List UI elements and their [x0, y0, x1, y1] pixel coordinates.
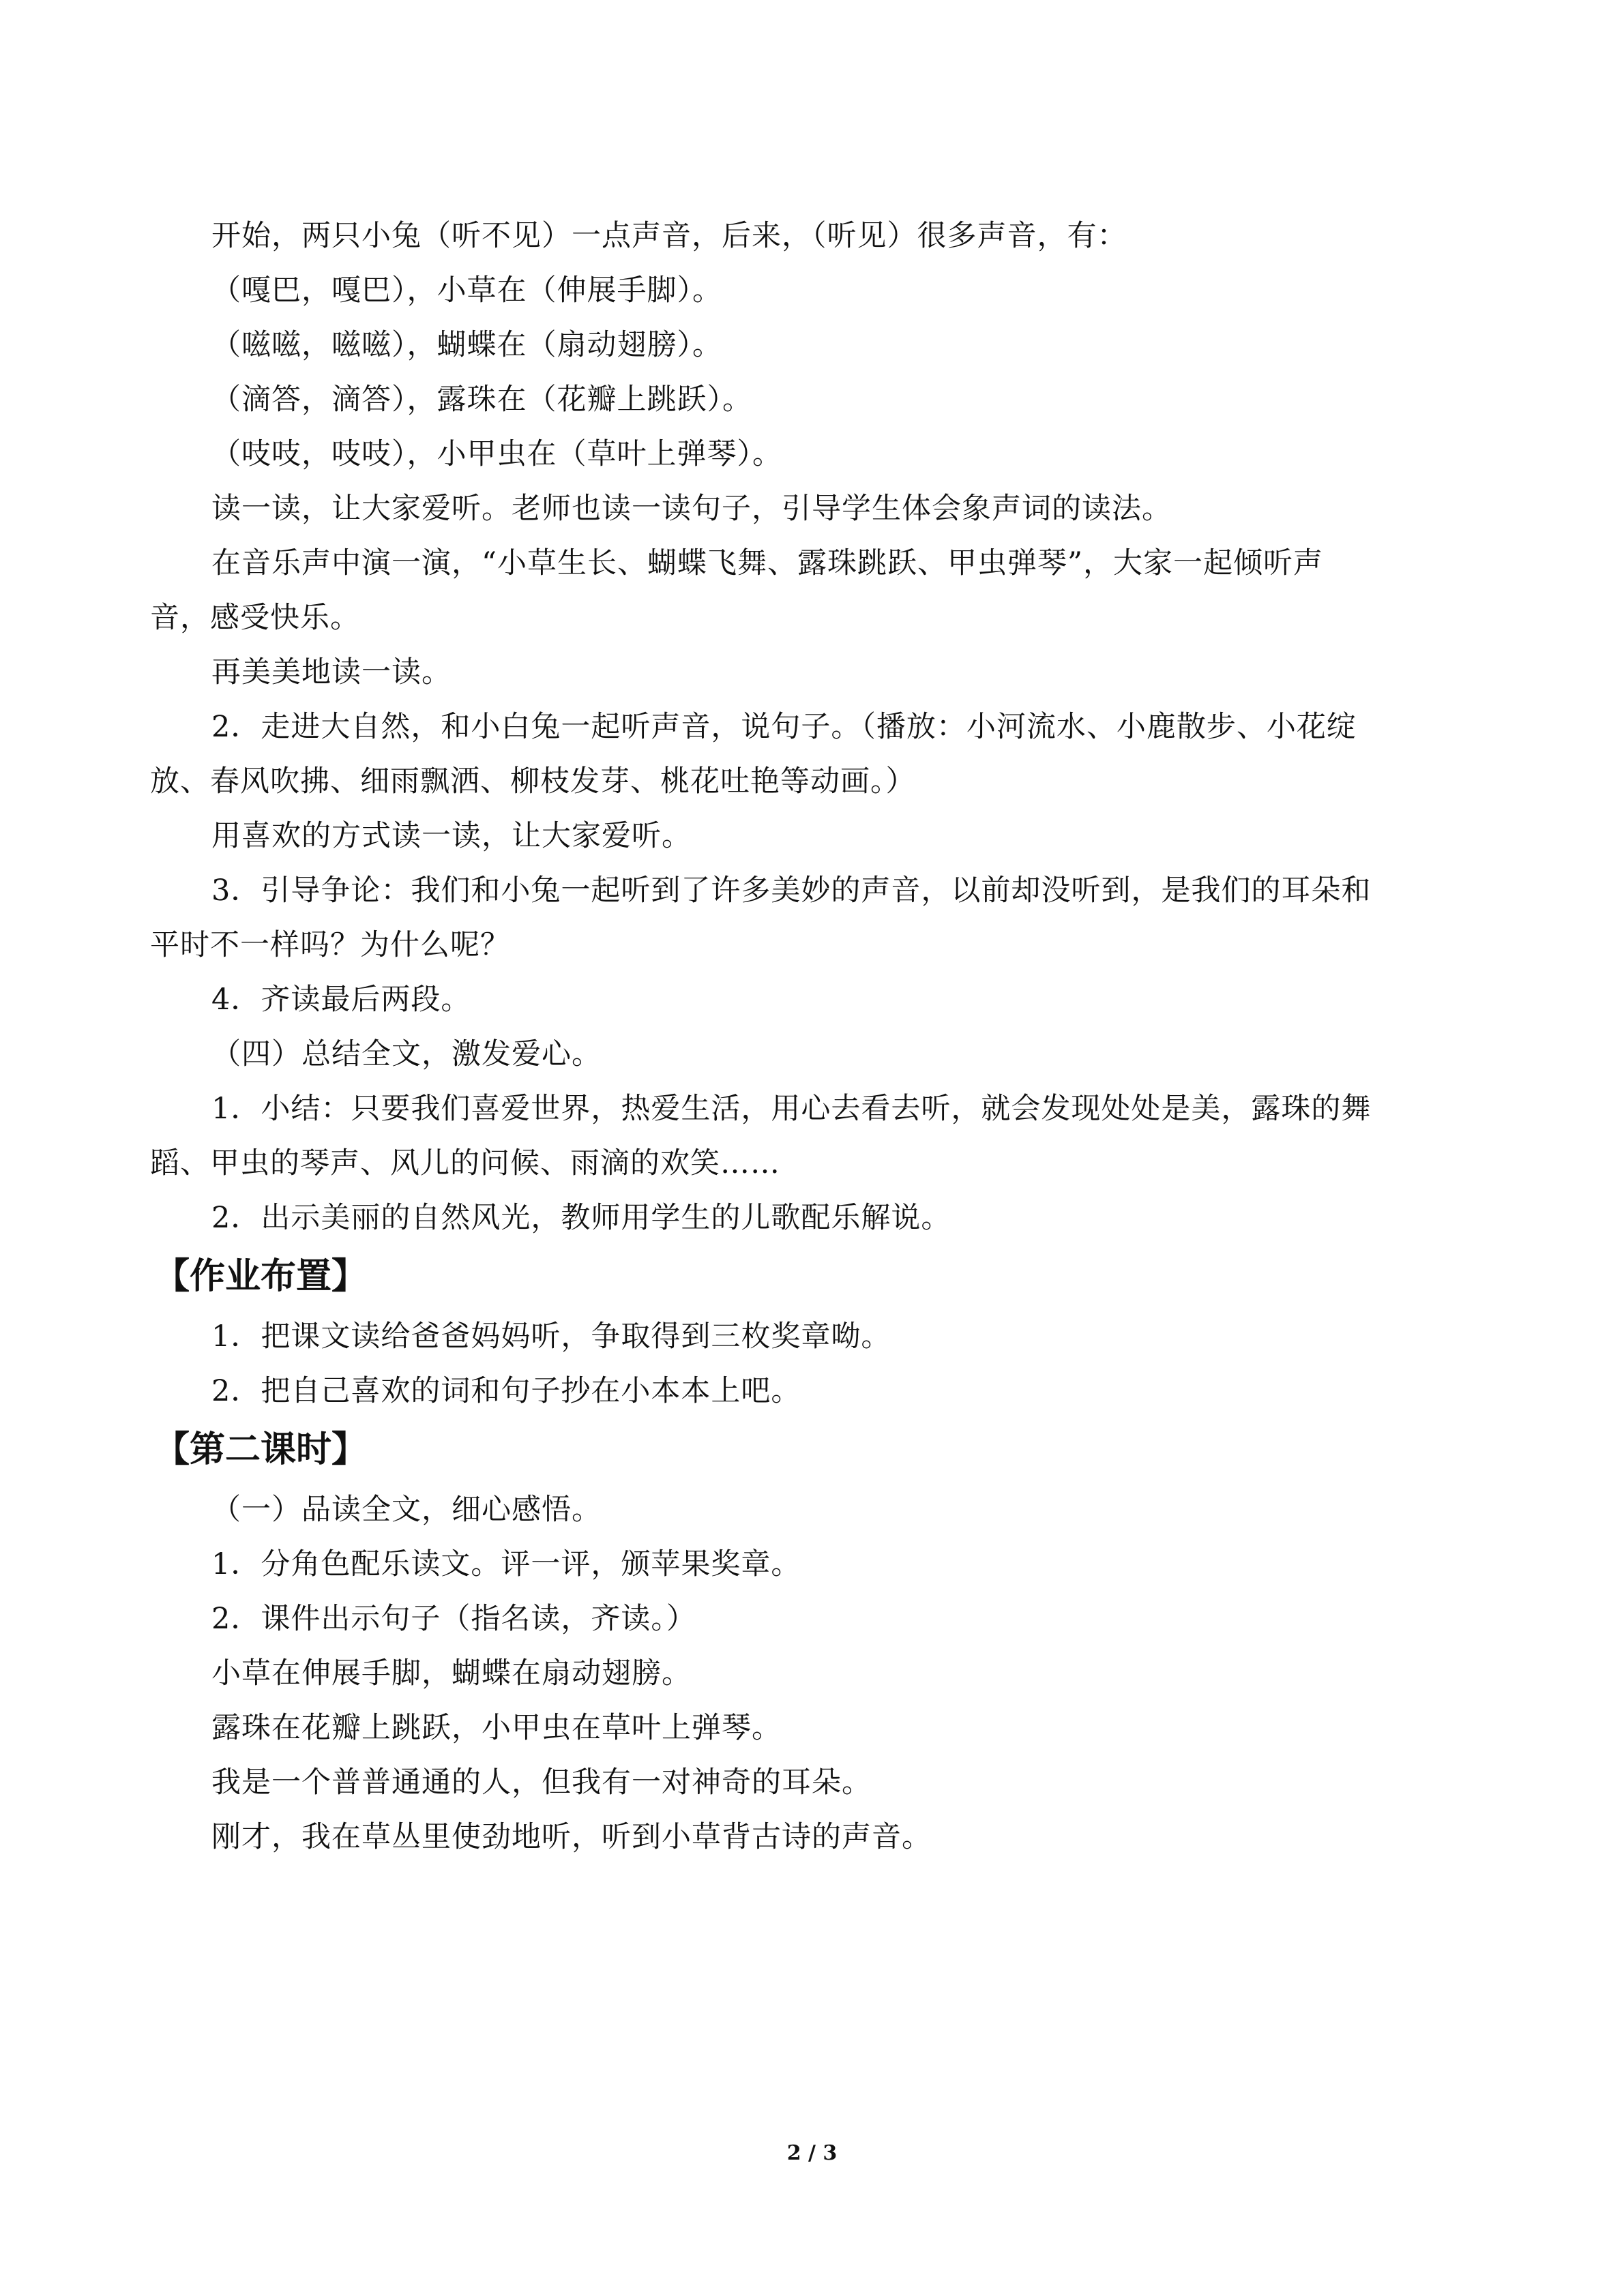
paragraph-line: 读一读，让大家爱听。老师也读一读句子，引导学生体会象声词的读法。 [211, 492, 1172, 526]
lesson-item: 刚才，我在草丛里使劲地听，听到小草背古诗的声音。 [211, 1820, 932, 1854]
paragraph-line: 平时不一样吗？为什么呢？ [150, 928, 510, 962]
paragraph-line: （滴答，滴答），露珠在（花瓣上跳跃）。 [211, 383, 752, 417]
lesson-item: 1．分角色配乐读文。评一评，颁苹果奖章。 [211, 1547, 801, 1581]
lesson-item: 露珠在花瓣上跳跃，小甲虫在草叶上弹琴。 [211, 1711, 782, 1745]
lesson-item: 小草在伸展手脚，蝴蝶在扇动翅膀。 [211, 1656, 692, 1690]
paragraph-line: 蹈、甲虫的琴声、风儿的问候、雨滴的欢笑…… [150, 1146, 780, 1180]
lesson-item: 我是一个普普通通的人，但我有一对神奇的耳朵。 [211, 1765, 872, 1800]
paragraph-line: 3．引导争论：我们和小兔一起听到了许多美妙的声音，以前却没听到，是我们的耳朵和 [211, 874, 1372, 908]
paragraph-line: 在音乐声中演一演，“小草生长、蝴蝶飞舞、露珠跳跃、甲虫弹琴”，大家一起倾听声 [211, 546, 1323, 580]
section-heading-homework: 【作业布置】 [154, 1256, 368, 1297]
paragraph-line: 2．出示美丽的自然风光，教师用学生的儿歌配乐解说。 [211, 1201, 951, 1235]
paragraph-line: 音，感受快乐。 [150, 601, 360, 635]
paragraph-line: （嘎巴，嘎巴），小草在（伸展手脚）。 [211, 273, 722, 308]
homework-item: 2．把自己喜欢的词和句子抄在小本本上吧。 [211, 1374, 801, 1408]
lesson-item: （一）品读全文，细心感悟。 [211, 1493, 602, 1527]
homework-item: 1．把课文读给爸爸妈妈听，争取得到三枚奖章呦。 [211, 1320, 891, 1354]
paragraph-line: （吱吱，吱吱），小甲虫在（草叶上弹琴）。 [211, 437, 782, 471]
paragraph-line: （四）总结全文，激发爱心。 [211, 1037, 602, 1071]
paragraph-line: （嗞嗞，嗞嗞），蝴蝶在（扇动翅膀）。 [211, 328, 722, 362]
section-heading-lesson2: 【第二课时】 [154, 1429, 368, 1470]
paragraph-line: 放、春风吹拂、细雨飘洒、柳枝发芽、桃花吐艳等动画。） [150, 764, 916, 799]
paragraph-line: 用喜欢的方式读一读，让大家爱听。 [211, 819, 692, 853]
paragraph-line: 开始，两只小兔（听不见）一点声音，后来，（听见）很多声音，有： [211, 219, 1127, 253]
page-number: 2 / 3 [786, 2141, 838, 2165]
lesson-item: 2．课件出示句子（指名读，齐读。） [211, 1602, 696, 1636]
paragraph-line: 2．走进大自然，和小白兔一起听声音，说句子。（播放：小河流水、小鹿散步、小花绽 [211, 710, 1357, 744]
paragraph-line: 再美美地读一读。 [211, 655, 452, 689]
paragraph-line: 4．齐读最后两段。 [211, 983, 471, 1017]
paragraph-line: 1．小结：只要我们喜爱世界，热爱生活，用心去看去听，就会发现处处是美，露珠的舞 [211, 1092, 1372, 1126]
